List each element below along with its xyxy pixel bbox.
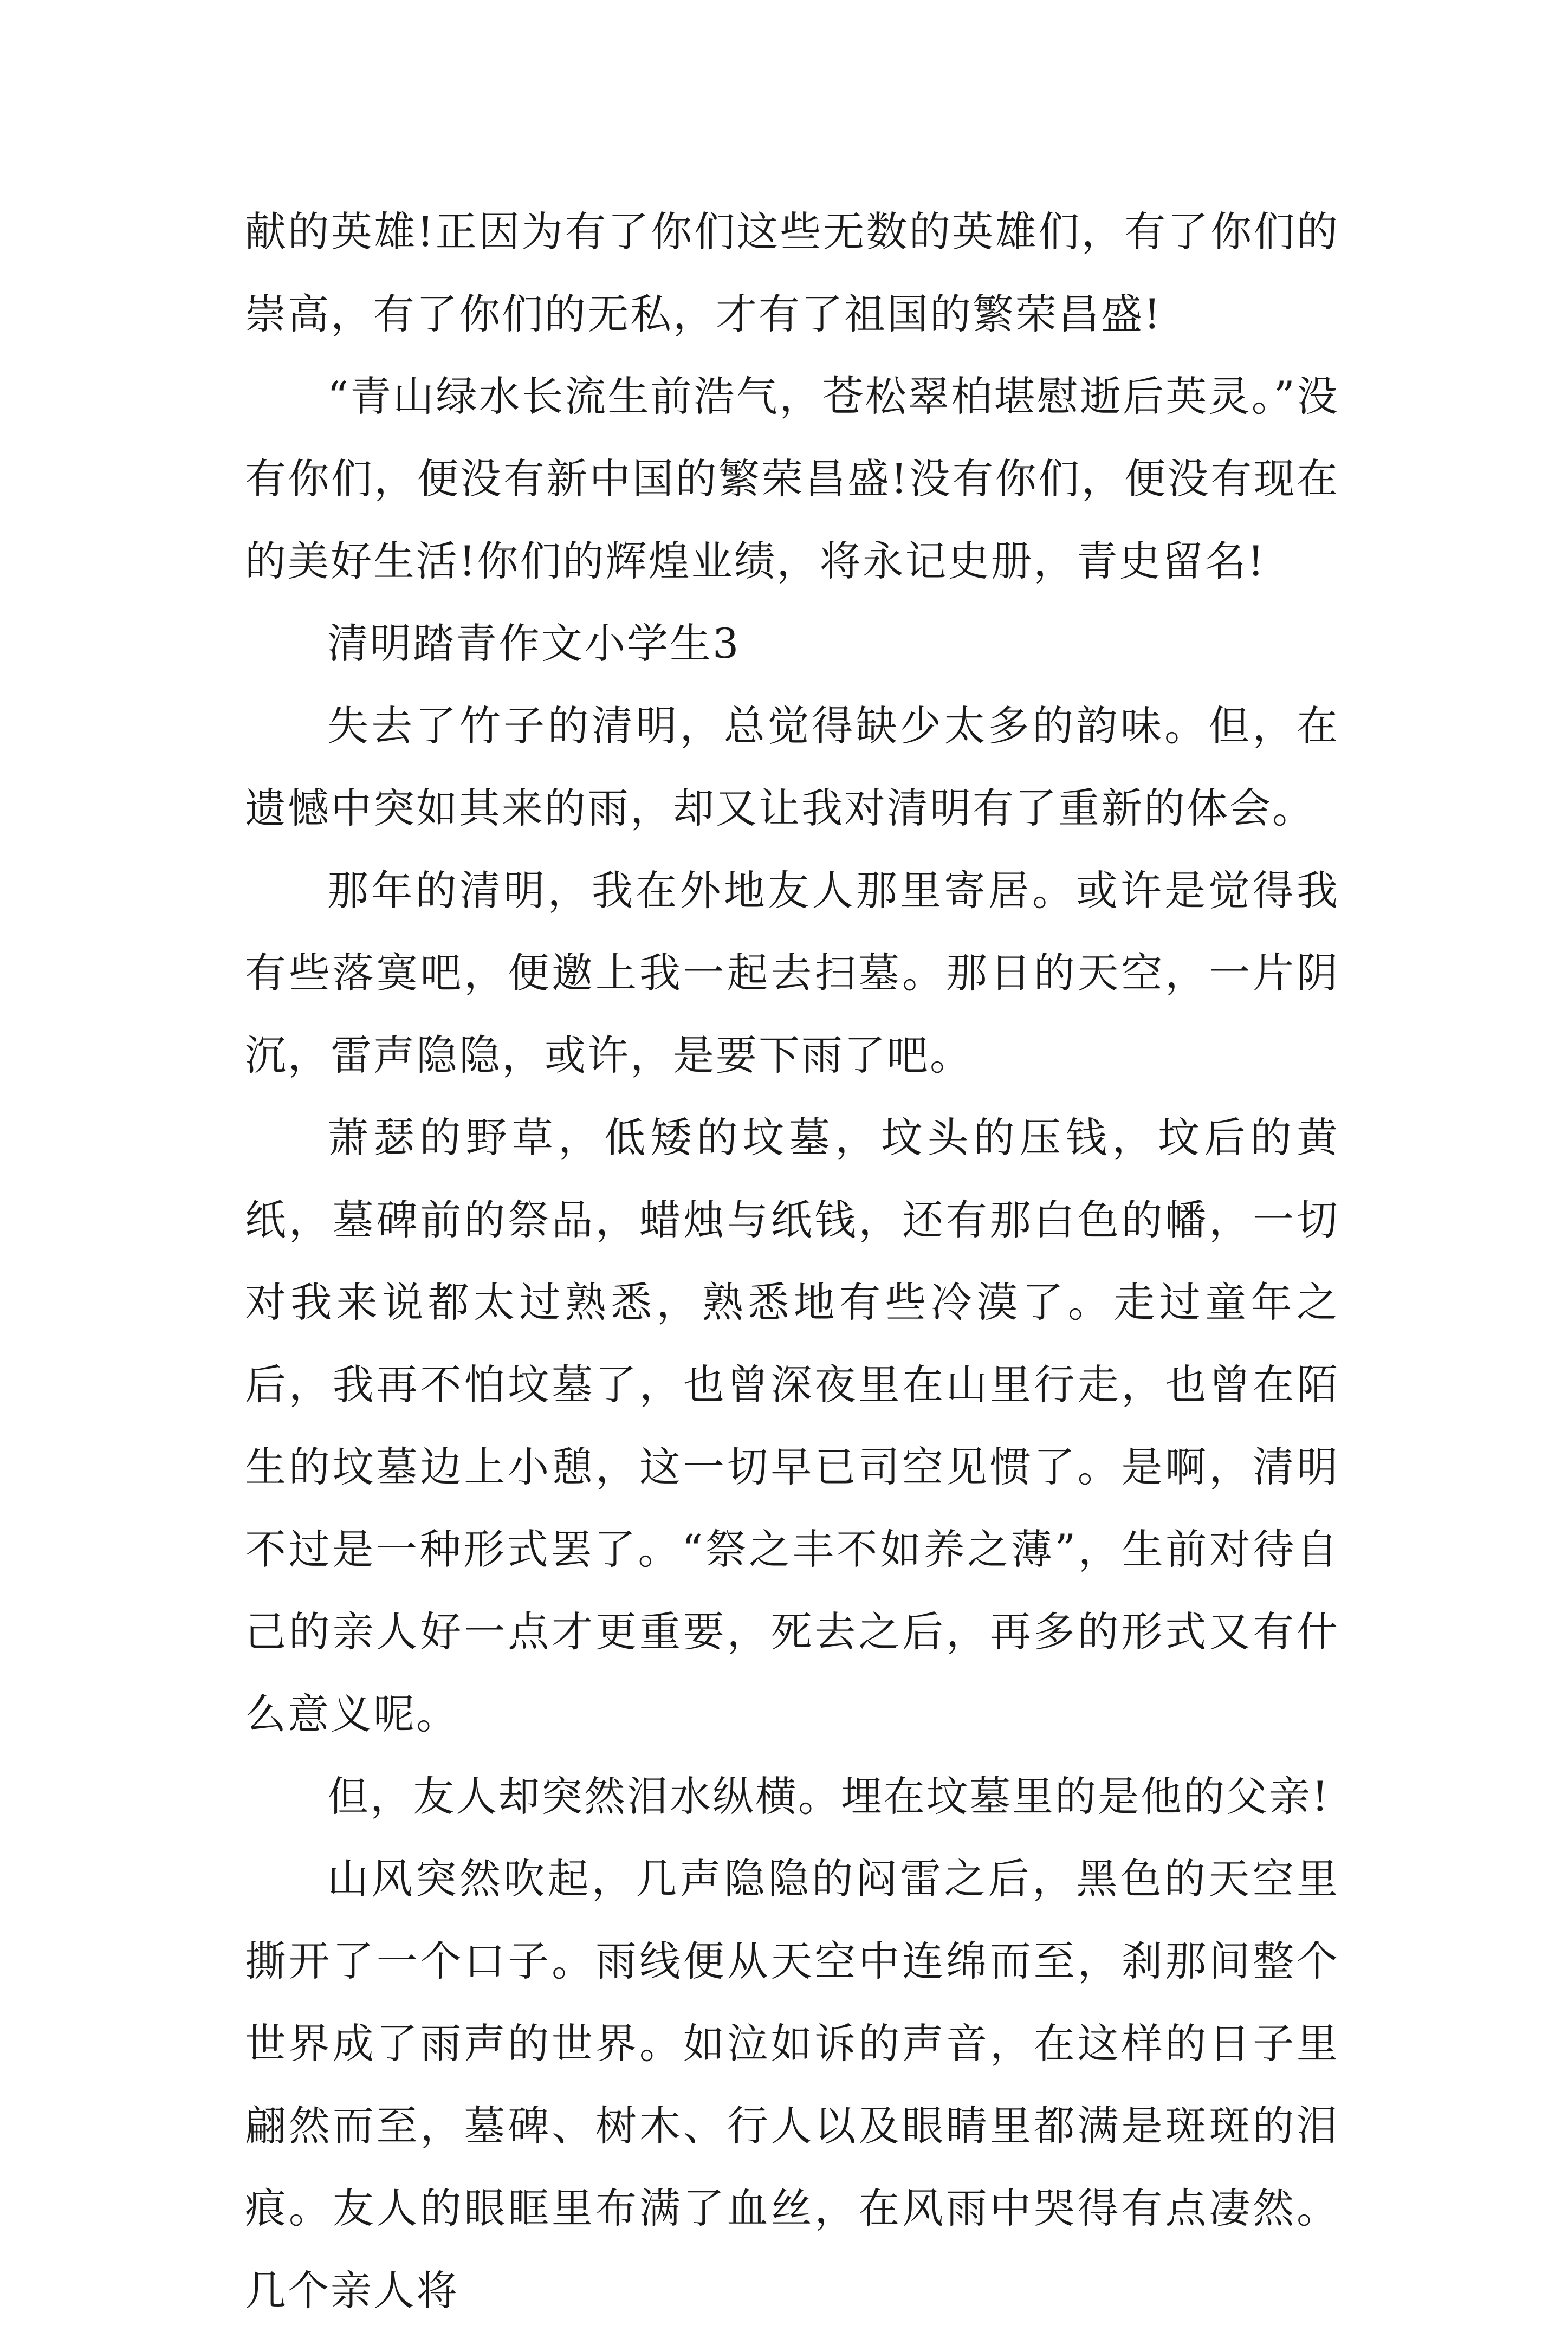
paragraph-5: 萧瑟的野草，低矮的坟墓，坟头的压钱，坟后的黄纸，墓碑前的祭品，蜡烛与纸钱，还有那白色的幡，一切对我来说都太过熟悉，熟悉地有些冷漠了。走过童年之后，我再不怕坟墓了，也曾深夜里在山里行走，也曾在陌生的坟墓边上小憩，这一切早已司空见惯了。是啊，清明不过是一种形式罢了。“祭之丰不如养之薄”，生前对待自己的亲人好一点才更重要，死去之后，再多的形式又有什么意义呢。 (245, 1113, 1339, 1738)
paragraph-1: 献的英雄!正因为有了你们这些无数的英雄们，有了你们的崇高，有了你们的无私，才有了祖国的繁荣昌盛! (245, 208, 1339, 338)
paragraph-2: “青山绿水长流生前浩气，苍松翠柏堪慰逝后英灵。”没有你们，便没有新中国的繁荣昌盛!没有你们，便没有现在的美好生活!你们的辉煌业绩，将永记史册，青史留名! (245, 372, 1339, 585)
paragraph-4: 那年的清明，我在外地友人那里寄居。或许是觉得我有些落寞吧，便邀上我一起去扫墓。那日的天空，一片阴沉，雷声隐隐，或许，是要下雨了吧。 (245, 866, 1339, 1079)
section-heading: 清明踏青作文小学生3 (327, 619, 741, 668)
paragraph-7: 山风突然吹起，几声隐隐的闷雷之后，黑色的天空里撕开了一个口子。雨线便从天空中连绵而至，刹那间整个世界成了雨声的世界。如泣如诉的声音，在这样的日子里翩然而至，墓碑、树木、行人以及眼睛里都满是斑斑的泪痕。友人的眼眶里布满了血丝，在风雨中哭得有点凄然。几个亲人将 (245, 1855, 1339, 2315)
paragraph-3: 失去了竹子的清明，总觉得缺少太多的韵味。但，在遗憾中突如其来的雨，却又让我对清明有了重新的体会。 (245, 702, 1339, 832)
paragraph-6: 但，友人却突然泪水纵横。埋在坟墓里的是他的父亲! (327, 1772, 1330, 1821)
document-body (245, 191, 1339, 2332)
